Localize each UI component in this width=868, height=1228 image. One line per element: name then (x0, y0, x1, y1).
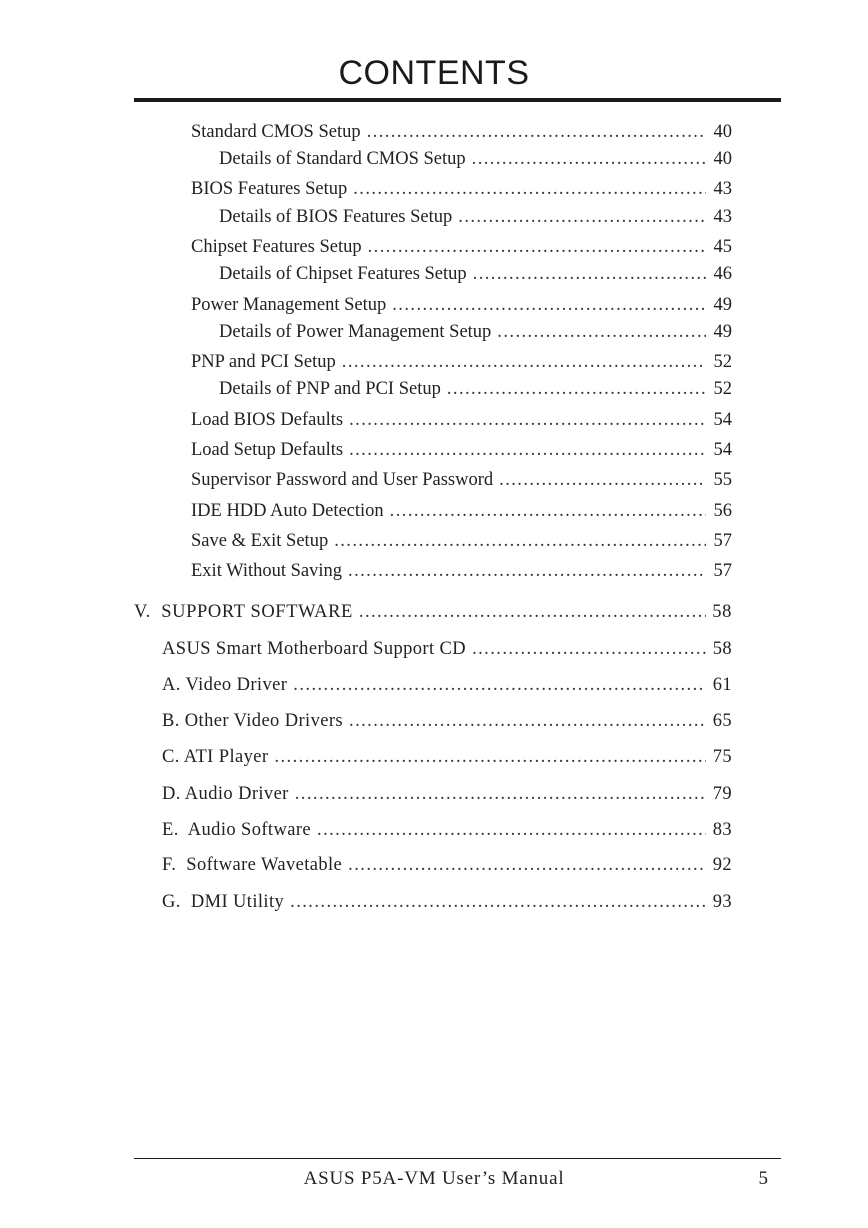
dot-leader (348, 853, 706, 877)
dot-leader (392, 293, 706, 317)
toc-entry-page: 43 (713, 179, 732, 199)
footer-rule (134, 1158, 781, 1159)
toc-entry-page: 58 (712, 639, 732, 659)
toc-entry-page: 45 (713, 237, 732, 257)
toc-entry-label: E. Audio Software (162, 820, 312, 840)
toc-entry-page: 61 (712, 675, 732, 695)
toc-entry-page: 92 (712, 855, 732, 875)
toc-entry (162, 709, 732, 733)
toc-entry-page: 46 (713, 264, 732, 284)
dot-leader (473, 262, 706, 286)
toc-entry-page: 56 (713, 501, 732, 521)
dot-leader (390, 499, 706, 523)
toc-entry (191, 293, 732, 317)
dot-leader (342, 350, 706, 374)
toc-entry (191, 499, 732, 523)
toc-entry-page: 55 (713, 470, 732, 490)
toc-entry (219, 377, 732, 401)
dot-leader (499, 468, 706, 492)
toc-entry-label: Details of Standard CMOS Setup (219, 149, 466, 169)
toc-entry-label: D. Audio Driver (162, 784, 289, 804)
toc-entry (162, 890, 732, 914)
toc-entry-page: 57 (713, 561, 732, 581)
dot-leader (458, 205, 706, 229)
toc-entry (191, 235, 732, 259)
dot-leader (349, 438, 706, 462)
toc-entry-label: G. DMI Utility (162, 892, 285, 912)
page-title: CONTENTS (338, 54, 530, 92)
toc-entry-page: 54 (713, 440, 732, 460)
dot-leader (295, 782, 706, 806)
toc-entry (162, 745, 732, 769)
toc-entry-label: B. Other Video Drivers (162, 711, 344, 731)
toc-entry (191, 177, 732, 201)
dot-leader (293, 673, 706, 697)
toc-entry-page: 52 (713, 352, 732, 372)
toc-entry-label: C. ATI Player (162, 747, 269, 767)
toc-entry-page: 83 (712, 820, 732, 840)
toc-entry-label: Load Setup Defaults (191, 440, 344, 460)
toc-entry-label: Details of PNP and PCI Setup (219, 379, 441, 399)
toc-entry-label: ASUS Smart Motherboard Support CD (162, 639, 467, 659)
toc-entry-page: 52 (713, 379, 732, 399)
dot-leader (472, 147, 706, 171)
dot-leader (359, 600, 706, 624)
toc-entry (162, 853, 732, 877)
toc-entry (162, 673, 732, 697)
toc-entry-label: Save & Exit Setup (191, 531, 329, 551)
toc-entry-page: 49 (713, 322, 732, 342)
toc-entry (219, 205, 732, 229)
toc-entry-label: Load BIOS Defaults (191, 410, 344, 430)
toc-entry-label: Chipset Features Setup (191, 237, 362, 257)
dot-leader (349, 408, 706, 432)
toc-entry-label: Details of Power Management Setup (219, 322, 492, 342)
dot-leader (367, 120, 706, 144)
dot-leader (447, 377, 706, 401)
toc-entry-label: BIOS Features Setup (191, 179, 348, 199)
toc-entry-page: 58 (712, 602, 732, 622)
toc-entry-label: Power Management Setup (191, 295, 387, 315)
toc-entry (162, 782, 732, 806)
toc-entry-label: IDE HDD Auto Detection (191, 501, 384, 521)
dot-leader (348, 559, 706, 583)
toc-entry (219, 262, 732, 286)
dot-leader (349, 709, 706, 733)
dot-leader (368, 235, 706, 259)
footer-page-number: 5 (758, 1168, 768, 1189)
toc-entry-page: 54 (713, 410, 732, 430)
toc-entry (162, 637, 732, 661)
toc-entry (134, 600, 732, 624)
toc-entry-page: 75 (712, 747, 732, 767)
toc-entry-page: 57 (713, 531, 732, 551)
toc-entry (191, 559, 732, 583)
toc-entry-page: 43 (713, 207, 732, 227)
dot-leader (334, 529, 706, 553)
toc-entry-page: 79 (712, 784, 732, 804)
dot-leader (274, 745, 706, 769)
toc-entry (219, 147, 732, 171)
toc-entry-label: A. Video Driver (162, 675, 288, 695)
toc-entry-label: Details of Chipset Features Setup (219, 264, 467, 284)
toc-entry-page: 49 (713, 295, 732, 315)
toc-entry-page: 93 (712, 892, 732, 912)
dot-leader (497, 320, 706, 344)
toc-entry-page: 65 (712, 711, 732, 731)
toc-entry-label: V. SUPPORT SOFTWARE (134, 602, 353, 622)
toc-entry-label: F. Software Wavetable (162, 855, 343, 875)
toc-entry-label: Supervisor Password and User Password (191, 470, 494, 490)
dot-leader (290, 890, 706, 914)
toc-entry (191, 120, 732, 144)
dot-leader (317, 818, 706, 842)
toc-entry (219, 320, 732, 344)
toc-entry-page: 40 (713, 149, 732, 169)
toc-entry-label: Standard CMOS Setup (191, 122, 361, 142)
toc-entry-page: 40 (713, 122, 732, 142)
footer-manual-title: ASUS P5A-VM User’s Manual (303, 1168, 565, 1189)
toc-entry (191, 468, 732, 492)
toc-entry-label: Details of BIOS Features Setup (219, 207, 453, 227)
toc-entry (162, 818, 732, 842)
toc-entry (191, 408, 732, 432)
toc-entry-label: PNP and PCI Setup (191, 352, 336, 372)
toc-entry (191, 529, 732, 553)
dot-leader (472, 637, 706, 661)
toc-entry (191, 350, 732, 374)
toc-entry (191, 438, 732, 462)
toc-entry-label: Exit Without Saving (191, 561, 343, 581)
dot-leader (353, 177, 706, 201)
